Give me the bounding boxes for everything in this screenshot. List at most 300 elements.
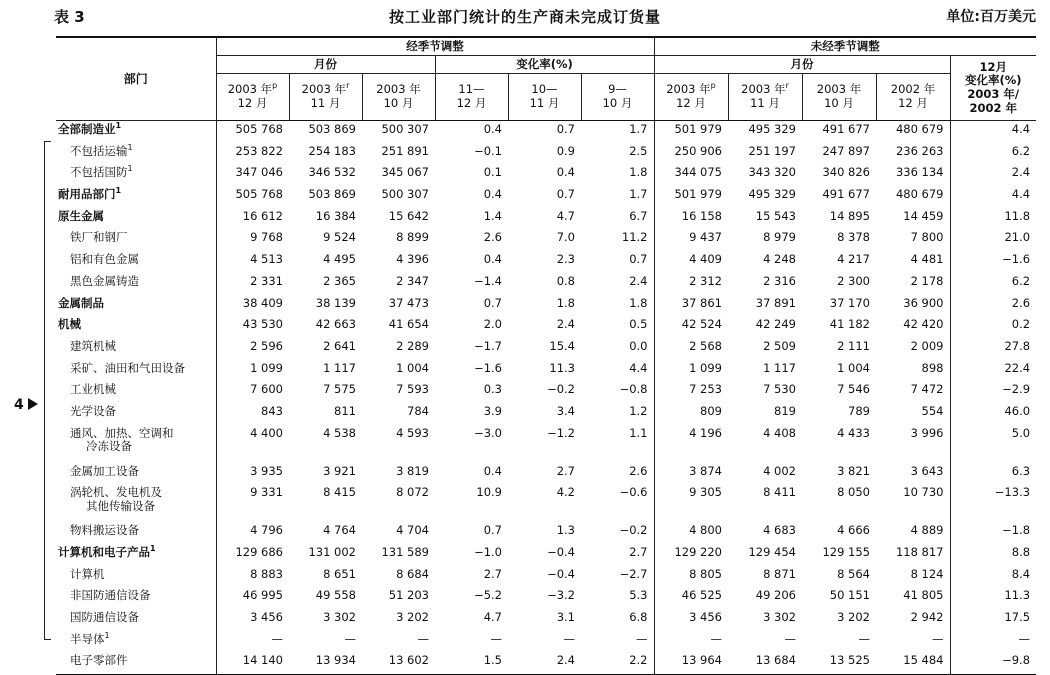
table-header <box>56 37 1036 121</box>
cell-value: 4 666 <box>837 523 870 538</box>
cell-value: 2.3 <box>556 252 575 267</box>
cell-value: 6.3 <box>950 463 1036 485</box>
cell-value: 4 408 <box>763 425 796 440</box>
cell-value: 2.4 <box>950 164 1036 186</box>
cell-value: 0.1 <box>483 165 502 180</box>
cell-value: 250 906 <box>654 143 728 165</box>
cell-value: 4.4 <box>950 186 1036 208</box>
cell-value: 8 651 <box>323 566 356 581</box>
cell-value: 898 <box>921 360 944 375</box>
cell-value: 1 004 <box>396 360 429 375</box>
cell-value: 1 099 <box>654 360 728 382</box>
cell-value: 3 821 <box>837 463 870 478</box>
cell-value: 8 124 <box>910 566 944 581</box>
cell-value: −3.2 <box>547 588 575 603</box>
cell-value: 22.4 <box>950 360 1036 382</box>
header-dept: 部门 <box>56 37 216 121</box>
cell-value: 1.7 <box>629 122 648 136</box>
row-label: 金属制品 <box>58 295 104 310</box>
cell-value: 1.5 <box>435 652 508 674</box>
cell-value: 1.7 <box>629 187 648 202</box>
cell-value: 38 409 <box>216 295 289 317</box>
cell-value: 346 532 <box>308 165 356 180</box>
cell-value: 784 <box>407 403 429 418</box>
cell-value: 10 730 <box>903 485 944 500</box>
row-label: 物料搬运设备 <box>70 523 139 538</box>
row-label: 计算机 <box>70 566 105 581</box>
table-row <box>56 522 1036 544</box>
cell-value: 3 643 <box>910 463 944 478</box>
cell-value: 491 677 <box>822 187 870 202</box>
cell-value: 118 817 <box>895 545 944 559</box>
cell-value: 4 196 <box>654 425 728 463</box>
cell-value: 49 206 <box>755 588 796 603</box>
table-row <box>56 229 1036 251</box>
cell-value: 3 202 <box>837 610 870 625</box>
cell-value: 4.2 <box>556 485 575 500</box>
column-header <box>876 74 950 121</box>
cell-value: 129 155 <box>822 545 870 559</box>
cell-value: 2.7 <box>556 463 575 478</box>
table-row <box>56 295 1036 317</box>
cell-value: 236 263 <box>895 143 944 158</box>
cell-value: 2.2 <box>581 652 654 674</box>
cell-value: −1.8 <box>950 522 1036 544</box>
cell-value: 2 331 <box>216 273 289 295</box>
cell-value: 500 307 <box>381 187 429 202</box>
cell-value: 345 067 <box>381 165 429 180</box>
cell-value: 3 935 <box>216 463 289 485</box>
cell-value: 129 686 <box>216 544 289 566</box>
cell-value: 2.7 <box>629 545 648 559</box>
cell-value: −1.0 <box>474 545 502 559</box>
cell-value: −0.2 <box>619 523 648 538</box>
cell-value: 41 805 <box>903 588 944 603</box>
column-header-line1: 2002 年 <box>890 82 936 97</box>
column-header <box>435 74 508 121</box>
cell-value: 9 524 <box>323 230 356 245</box>
unit-label: 单位:百万美元 <box>946 9 1036 25</box>
column-header-line1: 9— <box>608 82 627 97</box>
cell-value: 1.2 <box>629 403 648 418</box>
cell-value: −3.0 <box>474 425 502 440</box>
cell-value: 4.4 <box>629 360 648 375</box>
cell-value: 131 589 <box>381 545 429 559</box>
cell-value: — <box>563 631 575 646</box>
title-row <box>0 6 1050 28</box>
cell-value: 251 197 <box>748 143 796 158</box>
backlog-table <box>56 36 1036 675</box>
cell-value: 42 524 <box>654 316 728 338</box>
cell-value: 4 764 <box>323 523 356 538</box>
cell-value: 6.2 <box>950 273 1036 295</box>
cell-value: 554 <box>921 403 944 418</box>
column-header-mark: p <box>272 81 278 91</box>
footnote-mark: 1 <box>104 630 110 640</box>
page-marker-number: 4 <box>14 397 24 413</box>
cell-value: 0.4 <box>483 122 502 136</box>
cell-value: 2.6 <box>483 230 502 245</box>
table-row <box>56 587 1036 609</box>
cell-value: 491 677 <box>822 122 870 136</box>
cell-value: 8 050 <box>837 485 870 500</box>
cell-value: 8.8 <box>950 544 1036 566</box>
cell-value: 0.7 <box>556 122 575 136</box>
cell-value: −1.4 <box>474 273 502 288</box>
cell-value: 2 509 <box>763 338 796 353</box>
cell-value: 4 495 <box>323 252 356 267</box>
column-header <box>728 74 802 121</box>
cell-value: 7 472 <box>910 382 944 397</box>
cell-value: 46 525 <box>654 587 728 609</box>
cell-value: 3.1 <box>556 610 575 625</box>
cell-value: 129 454 <box>748 545 796 559</box>
cell-value: 11.2 <box>621 230 648 245</box>
cell-value: 41 182 <box>829 317 870 332</box>
header-change-12-line2: 变化率(%) <box>965 73 1022 88</box>
cell-value: 4 433 <box>837 425 870 440</box>
cell-value: 6.7 <box>629 208 648 223</box>
cell-value: 13 525 <box>802 652 876 674</box>
footnote-mark: 1 <box>150 544 156 554</box>
cell-value: 7 600 <box>216 381 289 403</box>
row-label: 金属加工设备 <box>70 463 139 478</box>
cell-value: 3 996 <box>910 425 944 440</box>
header-sa-months: 月份 <box>216 56 435 74</box>
cell-value: 7 530 <box>763 382 796 397</box>
cell-value: 2 289 <box>396 338 429 353</box>
cell-value: 4.7 <box>483 610 502 625</box>
cell-value: 2 942 <box>910 610 944 625</box>
row-group-bracket <box>44 141 51 640</box>
cell-value: 480 679 <box>895 187 944 202</box>
cell-value: 0.8 <box>556 273 575 288</box>
cell-value: — <box>216 631 289 653</box>
table-row <box>56 463 1036 485</box>
cell-value: 42 663 <box>315 317 356 332</box>
cell-value: 9 768 <box>216 229 289 251</box>
header-not-seasonally-adjusted: 未经季节调整 <box>654 37 1036 56</box>
column-header-line1: 11— <box>458 82 485 97</box>
cell-value: 0.4 <box>483 463 502 478</box>
cell-value: −1.6 <box>474 360 502 375</box>
header-change-12-line3: 2003 年/ <box>967 87 1020 101</box>
table-row <box>56 652 1036 674</box>
column-header-line2: 10 月 <box>383 96 414 110</box>
column-header-line2: 12 月 <box>676 96 706 110</box>
cell-value: 1.8 <box>556 295 575 310</box>
cell-value: 8 883 <box>216 566 289 588</box>
footnote-mark: 1 <box>127 164 133 174</box>
table-row <box>56 381 1036 403</box>
table-row <box>56 273 1036 295</box>
cell-value: 7 800 <box>910 230 944 245</box>
table-row <box>56 566 1036 588</box>
cell-value: 9 331 <box>216 484 289 522</box>
cell-value: 0.7 <box>556 187 575 202</box>
cell-value: 2.6 <box>950 295 1036 317</box>
cell-value: 505 768 <box>216 121 289 143</box>
table-body <box>56 121 1036 675</box>
cell-value: 51 203 <box>388 588 429 603</box>
cell-value: −0.1 <box>474 143 502 158</box>
column-header-line2: 11 月 <box>310 96 341 110</box>
cell-value: 4 217 <box>837 252 870 267</box>
row-label: 半导体$^1$ <box>70 630 110 646</box>
cell-value: −9.8 <box>950 652 1036 674</box>
cell-value: 811 <box>334 403 356 418</box>
table-row <box>56 186 1036 208</box>
cell-value: 6.8 <box>629 610 648 625</box>
cell-value: 46 995 <box>216 587 289 609</box>
cell-value: 8 684 <box>396 566 429 581</box>
cell-value: 343 320 <box>748 165 796 180</box>
cell-value: — <box>950 631 1036 653</box>
cell-value: 3 302 <box>763 610 796 625</box>
cell-value: 11.3 <box>549 360 575 375</box>
cell-value: 0.7 <box>483 295 502 310</box>
cell-value: — <box>490 631 502 646</box>
cell-value: 1.3 <box>556 523 575 538</box>
cell-value: 14 895 <box>829 208 870 223</box>
cell-value: 4.4 <box>950 121 1036 143</box>
cell-value: 4 248 <box>763 252 796 267</box>
cell-value: — <box>654 631 728 653</box>
table-row <box>56 403 1036 425</box>
cell-value: 16 384 <box>315 208 356 223</box>
cell-value: 3.9 <box>483 403 502 418</box>
cell-value: 4 889 <box>910 523 944 538</box>
cell-value: 37 891 <box>755 295 796 310</box>
table-row <box>56 609 1036 631</box>
cell-value: 1.1 <box>629 425 648 440</box>
column-header-mark: r <box>785 81 789 91</box>
row-label: 计算机和电子产品$^1$ <box>58 544 156 559</box>
cell-value: 4 683 <box>763 523 796 538</box>
cell-value: 13 934 <box>289 652 362 674</box>
cell-value: 5.0 <box>950 425 1036 463</box>
cell-value: 254 183 <box>308 143 356 158</box>
cell-value: 2 641 <box>323 338 356 353</box>
cell-value: 21.0 <box>950 229 1036 251</box>
cell-value: 11.8 <box>950 208 1036 230</box>
cell-value: 36 900 <box>903 295 944 310</box>
cell-value: −2.7 <box>619 566 648 581</box>
cell-value: 0.4 <box>483 187 502 202</box>
cell-value: 0.5 <box>629 317 648 332</box>
row-label: 铝和有色金属 <box>70 252 139 267</box>
cell-value: 503 869 <box>308 122 356 136</box>
cell-value: — <box>858 631 870 646</box>
cell-value: 8 411 <box>763 485 796 500</box>
cell-value: 2 568 <box>654 338 728 360</box>
cell-value: −0.2 <box>547 382 575 397</box>
cell-value: 2 316 <box>763 273 796 288</box>
cell-value: 0.7 <box>483 523 502 538</box>
cell-value: 3 202 <box>396 610 429 625</box>
right-arrow-icon <box>28 398 38 410</box>
cell-value: 49 558 <box>315 588 356 603</box>
cell-value: 9 305 <box>654 484 728 522</box>
cell-value: 131 002 <box>308 545 356 559</box>
table-title: 按工业部门统计的生产商未完成订货量 <box>388 8 661 26</box>
cell-value: 2.5 <box>629 143 648 158</box>
cell-value: 4 704 <box>396 523 429 538</box>
table-row <box>56 251 1036 273</box>
cell-value: 819 <box>774 403 796 418</box>
cell-value: 13 684 <box>728 652 802 674</box>
cell-value: 13 602 <box>362 652 435 674</box>
header-nsa-months: 月份 <box>654 56 950 74</box>
cell-value: 15.4 <box>549 338 575 353</box>
column-header-mark: p <box>710 81 716 91</box>
column-header <box>362 74 435 121</box>
table-row <box>56 360 1036 382</box>
cell-value: 4 513 <box>216 251 289 273</box>
cell-value: 789 <box>848 403 870 418</box>
cell-value: 41 654 <box>388 317 429 332</box>
cell-value: 7 253 <box>654 381 728 403</box>
cell-value: 37 473 <box>388 295 429 310</box>
cell-value: 0.4 <box>556 165 575 180</box>
cell-value: −2.9 <box>950 381 1036 403</box>
row-label: 光学设备 <box>70 403 116 418</box>
cell-value: 4 396 <box>396 252 429 267</box>
cell-value: 8 899 <box>396 230 429 245</box>
cell-value: 4 800 <box>654 522 728 544</box>
header-change-12-line4: 2002 年 <box>969 100 1018 115</box>
cell-value: −0.4 <box>547 545 575 559</box>
cell-value: 0.0 <box>629 338 648 353</box>
column-header-line1: 2003 年$^p$ <box>666 81 716 97</box>
cell-value: 8 805 <box>654 566 728 588</box>
cell-value: 8 871 <box>763 566 796 581</box>
row-label: 黑色金属铸造 <box>70 273 139 288</box>
table-row <box>56 338 1036 360</box>
table-number: 表 3 <box>54 8 85 26</box>
cell-value: 9 437 <box>654 229 728 251</box>
cell-value: 2.6 <box>629 463 648 478</box>
column-header-line1: 2003 年 <box>816 82 862 97</box>
table-row <box>56 164 1036 186</box>
cell-value: 1 117 <box>323 360 356 375</box>
cell-value: — <box>932 631 944 646</box>
cell-value: 14 140 <box>216 652 289 674</box>
cell-value: 16 612 <box>216 208 289 230</box>
cell-value: 5.3 <box>629 588 648 603</box>
column-header-line1: 2003 年 <box>376 82 421 97</box>
cell-value: — <box>417 631 429 646</box>
cell-value: 495 329 <box>748 187 796 202</box>
table-row <box>56 208 1036 230</box>
cell-value: 7 546 <box>837 382 870 397</box>
cell-value: 503 869 <box>308 187 356 202</box>
row-label: 不包括运输$^1$ <box>70 142 133 158</box>
cell-value: 3 921 <box>323 463 356 478</box>
row-label: 涡轮机、发电机及 其他传输设备 <box>56 484 216 522</box>
cell-value: −1.2 <box>547 425 575 440</box>
cell-value: 15 484 <box>876 652 950 674</box>
column-header <box>581 74 654 121</box>
cell-value: 0.4 <box>483 252 502 267</box>
row-label: 非国防通信设备 <box>70 588 151 603</box>
row-label: 工业机械 <box>70 382 116 397</box>
cell-value: 809 <box>654 403 728 425</box>
cell-value: 2 178 <box>910 273 944 288</box>
cell-value: −5.2 <box>474 588 502 603</box>
page-marker <box>14 397 38 413</box>
cell-value: 0.9 <box>556 143 575 158</box>
cell-value: 42 249 <box>755 317 796 332</box>
table-row <box>56 544 1036 566</box>
row-label: 机械 <box>58 317 81 332</box>
cell-value: 336 134 <box>895 165 944 180</box>
cell-value: −13.3 <box>950 484 1036 522</box>
column-header-line2: 11 月 <box>750 96 780 110</box>
cell-value: 7.0 <box>556 230 575 245</box>
row-label: 通风、加热、空调和 冷冻设备 <box>56 425 216 463</box>
cell-value: 480 679 <box>895 122 944 136</box>
header-change-12-line1: 12月 <box>979 59 1008 74</box>
cell-value: 2 365 <box>323 273 356 288</box>
column-header-line2: 12 月 <box>456 96 487 110</box>
cell-value: −1.7 <box>474 338 502 353</box>
cell-value: 505 768 <box>216 186 289 208</box>
column-header-line1: 2003 年$^r$ <box>301 81 350 97</box>
table-row <box>56 484 1036 522</box>
row-label: 全部制造业$^1$ <box>58 121 122 136</box>
row-label: 耐用品部门$^1$ <box>58 186 122 202</box>
cell-value: 4 400 <box>216 425 289 463</box>
row-label: 采矿、油田和气田设备 <box>70 360 185 375</box>
cell-value: 2.4 <box>556 317 575 332</box>
cell-value: 0.7 <box>629 252 648 267</box>
footnote-mark: 1 <box>115 186 122 196</box>
cell-value: 4 796 <box>216 522 289 544</box>
cell-value: 0.3 <box>483 382 502 397</box>
cell-value: 27.8 <box>950 338 1036 360</box>
header-seasonally-adjusted: 经季节调整 <box>216 37 654 56</box>
cell-value: 7 575 <box>323 382 356 397</box>
cell-value: 4 538 <box>323 425 356 440</box>
cell-value: 1.4 <box>483 208 502 223</box>
cell-value: 15 642 <box>388 208 429 223</box>
column-header-line1: 10— <box>531 82 558 97</box>
cell-value: 37 170 <box>829 295 870 310</box>
column-header-line2: 12 月 <box>898 96 928 110</box>
cell-value: 4.7 <box>556 208 575 223</box>
cell-value: 251 891 <box>381 143 429 158</box>
cell-value: 4 409 <box>654 251 728 273</box>
table-row <box>56 631 1036 653</box>
column-header-line2: 11 月 <box>529 96 560 110</box>
footnote-mark: 1 <box>115 121 122 131</box>
cell-value: 347 046 <box>216 164 289 186</box>
cell-value: 8.4 <box>950 566 1036 588</box>
cell-value: 129 220 <box>654 544 728 566</box>
cell-value: −1.6 <box>950 251 1036 273</box>
cell-value: — <box>784 631 796 646</box>
cell-value: 43 530 <box>216 316 289 338</box>
cell-value: 253 822 <box>216 143 289 165</box>
cell-value: 2.7 <box>483 566 502 581</box>
cell-value: 3 456 <box>216 609 289 631</box>
cell-value: 50 151 <box>829 588 870 603</box>
cell-value: −0.8 <box>619 382 648 397</box>
column-header-mark: r <box>346 81 350 91</box>
column-header <box>802 74 876 121</box>
row-label: 国防通信设备 <box>70 610 139 625</box>
